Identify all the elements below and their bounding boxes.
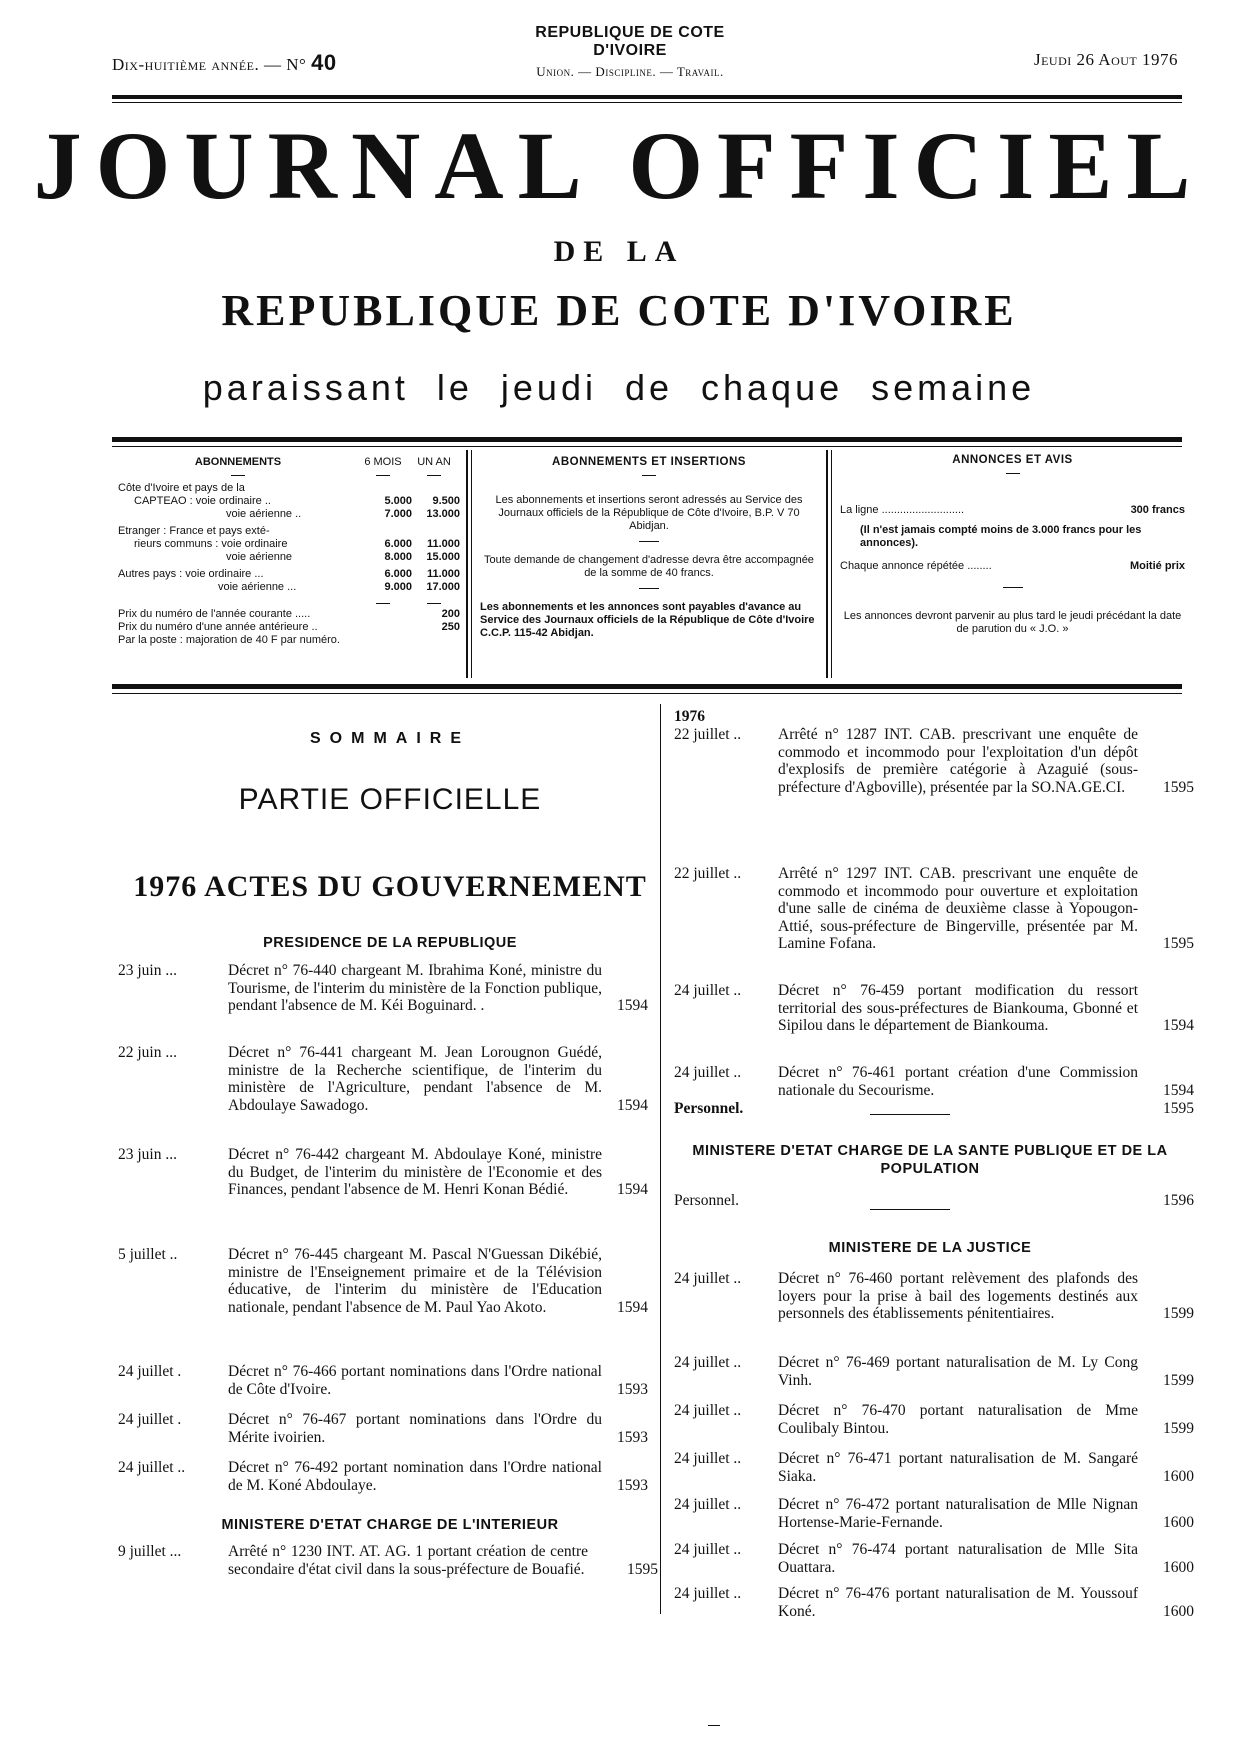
list-item: 22 juillet .. Arrêté n° 1287 INT. CAB. prescrivant une enquête de commodo et incommodo pour l'exploitation d'un dépôt d'explosifs de première catégorie à Azaguié (sous-préfecture d'Agboville), présentée par la SO.NA.GE.CI. 1595: [674, 726, 1194, 796]
subscriptions-heading: ABONNEMENTS: [194, 456, 282, 468]
list-item: 9 juillet ... Arrêté n° 1230 INT. AT. AG. 1 portant création de centre secondaire d'état civil dans la sous-préfecture de Bouafié. 1595: [118, 1543, 658, 1578]
page-end-mark: [708, 1725, 720, 1726]
box-divider-2: [826, 450, 828, 678]
top-rule-thick: [112, 95, 1182, 99]
list-item: 24 juillet .. Décret n° 76-459 portant modification du ressort territorial des sous-préfectures de Biankouma, Gbonné et Sipilou dans le département de Biankouma. 1594: [674, 982, 1194, 1034]
table-row: Prix du numéro d'une année antérieure .. 250: [118, 621, 460, 633]
list-item: 24 juillet .. Décret n° 76-476 portant naturalisation de M. Youssouf Koné. 1600: [674, 1585, 1194, 1620]
list-item: 24 juillet .. Décret n° 76-474 portant naturalisation de Mlle Sita Ouattara. 1600: [674, 1541, 1194, 1576]
personnel-row: Personnel. 1596: [674, 1192, 1194, 1209]
header-motto: Union. — Discipline. — Travail.: [536, 64, 724, 79]
top-rule-thin: [112, 102, 1182, 103]
table-row: voie aérienne ... 9.000 17.000: [218, 581, 460, 593]
box-divider-1b: [471, 450, 472, 678]
issue-number: 40: [311, 50, 337, 75]
boxes-rule-thin: [112, 693, 1182, 694]
masthead-rule-thick: [112, 437, 1182, 442]
list-item: 23 juin ... Décret n° 76-440 chargeant M. Ibrahima Koné, ministre du Tourisme, de l'interim du ministère de la Fonction publique, pendant l'absence de M. Kéi Boguinard. . 1594: [118, 962, 648, 1014]
box-divider-1: [466, 450, 468, 678]
header-country: REPUBLIQUE DE COTE D'IVOIRE: [535, 24, 725, 59]
masthead-title: JOURNAL OFFICIEL: [33, 112, 1205, 219]
insertions-heading: ABONNEMENTS ET INSERTIONS: [552, 456, 746, 468]
section-presidence: PRESIDENCE DE LA REPUBLIQUE: [263, 935, 517, 951]
table-row: rieurs communs : voie ordinaire 6.000 11.000: [134, 538, 460, 550]
table-row: Par la poste : majoration de 40 F par numéro.: [118, 634, 340, 646]
list-item: 24 juillet .. Décret n° 76-470 portant naturalisation de Mme Coulibaly Bintou. 1599: [674, 1402, 1194, 1437]
list-item: 23 juin ... Décret n° 76-442 chargeant M. Abdoulaye Koné, ministre du Budget, de l'interim du ministère de l'Economie et des Finances, pendant l'absence de M. Henri Konan Bédié. 1594: [118, 1146, 648, 1198]
boxes-rule-thick: [112, 684, 1182, 689]
masthead-de-la: DE LA: [553, 235, 685, 268]
col-6mois: 6 MOIS: [364, 456, 402, 468]
divider: [870, 1114, 950, 1115]
issue-year-label: [112, 50, 337, 76]
section-justice: MINISTERE DE LA JUSTICE: [828, 1240, 1032, 1256]
list-item: 24 juillet . Décret n° 76-466 portant nominations dans l'Ordre national de Côte d'Ivoire. 1593: [118, 1363, 648, 1398]
subscriptions-table: [118, 482, 460, 594]
sommaire-title: SOMMAIRE: [310, 730, 470, 747]
issue-date: Jeudi 26 Aout 1976: [1033, 50, 1178, 69]
divider: [870, 1209, 950, 1210]
masthead-tagline: paraissant le jeudi de chaque semaine: [202, 367, 1036, 408]
list-item: 24 juillet . Décret n° 76-467 portant nominations dans l'Ordre du Mérite ivoirien. 1593: [118, 1411, 648, 1446]
list-item: 24 juillet .. Décret n° 76-461 portant création d'une Commission nationale du Secourisme. 1594: [674, 1064, 1194, 1099]
section-interieur: MINISTERE D'ETAT CHARGE DE L'INTERIEUR: [221, 1517, 559, 1533]
list-item: 24 juillet .. Décret n° 76-469 portant naturalisation de M. Ly Cong Vinh. 1599: [674, 1354, 1194, 1389]
insertions-address: Les abonnements et insertions seront adressés au Service des Journaux officiels de la République de Côte d'Ivoire, B.P. V 70 Abidjan.: [495, 494, 803, 532]
masthead-rule-thin: [112, 446, 1182, 447]
header-center: [500, 24, 760, 80]
partie-officielle-heading: PARTIE OFFICIELLE: [238, 783, 542, 816]
personnel-row: Personnel. 1595: [674, 1100, 1194, 1117]
section-sante: MINISTERE D'ETAT CHARGE DE LA SANTE PUBLIQUE ET DE LA POPULATION: [692, 1143, 1168, 1177]
subscriptions-box: [118, 456, 460, 647]
annonces-repetee-row: Chaque annonce répétée ........ Moitié prix: [840, 560, 1185, 572]
annonces-box: [840, 454, 1185, 636]
table-row: voie aérienne 8.000 15.000: [226, 551, 460, 563]
list-item: 22 juillet .. Arrêté n° 1297 INT. CAB. prescrivant une enquête de commodo et incommodo pour ouverture et exploitation d'une salle de cinéma de deuxième classe à Yopougon-Attié, sous-préfecture de Bingerville, présentée par M. Lamine Fofana. 1595: [674, 865, 1194, 952]
annonces-deadline: Les annonces devront parvenir au plus tard le jeudi précédant la date de parution du « J.O. »: [843, 610, 1182, 635]
list-item: 24 juillet .. Décret n° 76-471 portant naturalisation de M. Sangaré Siaka. 1600: [674, 1450, 1194, 1485]
price-table: [118, 608, 460, 647]
column-divider: [660, 704, 661, 1614]
table-row: CAPTEAO : voie ordinaire .. 5.000 9.500: [134, 495, 460, 507]
actes-heading: 1976 ACTES DU GOUVERNEMENT: [133, 870, 647, 903]
issue-label: Dix-huitième année. — N°: [112, 55, 307, 74]
insertions-change-address: Toute demande de changement d'adresse devra être accompagnée de la somme de 40 francs.: [484, 554, 814, 579]
table-row: Côte d'Ivoire et pays de la: [118, 482, 245, 494]
masthead-country: REPUBLIQUE DE COTE D'IVOIRE: [221, 286, 1017, 335]
box-divider-2b: [831, 450, 832, 678]
annonces-heading: ANNONCES ET AVIS: [952, 454, 1073, 466]
list-item: 24 juillet .. Décret n° 76-472 portant naturalisation de Mlle Nignan Hortense-Marie-Fernande. 1600: [674, 1496, 1194, 1531]
annonces-ligne-row: La ligne ........................... 300 francs: [840, 504, 1185, 516]
insertions-payment: Les abonnements et les annonces sont payables d'avance au Service des Journaux officiels de la République de Côte d'Ivoire C.C.P. 115-42 Abidjan.: [480, 601, 815, 639]
table-row: Etranger : France et pays exté-: [118, 525, 270, 537]
list-item: 24 juillet .. Décret n° 76-460 portant relèvement des plafonds des loyers pour la prise à bail des logements destinés aux personnels des établissements pénitentiaires. 1599: [674, 1270, 1194, 1322]
annonces-note: (Il n'est jamais compté moins de 3.000 francs pour les annonces).: [860, 524, 1142, 549]
list-item: 24 juillet .. Décret n° 76-492 portant nomination dans l'Ordre national de M. Koné Abdoulaye. 1593: [118, 1459, 648, 1494]
table-row: Autres pays : voie ordinaire ... 6.000 11.000: [118, 568, 460, 580]
insertions-box: [480, 456, 818, 640]
list-item: 22 juin ... Décret n° 76-441 chargeant M. Jean Lorougnon Guédé, ministre de la Recherche scientifique, de l'interim du ministère de l'Agriculture, pendant l'absence de M. Abdoulaye Sawadogo. 1594: [118, 1044, 648, 1114]
table-row: voie aérienne .. 7.000 13.000: [226, 508, 460, 520]
table-row: Prix du numéro de l'année courante ..... 200: [118, 608, 460, 620]
list-item: 5 juillet .. Décret n° 76-445 chargeant M. Pascal N'Guessan Dikébié, ministre de l'Enseignement primaire et de la Télévision éducative, de l'interim du ministère de l'Education nationale, pendant l'absence de M. Paul Yao Akoto. 1594: [118, 1246, 648, 1316]
col-an: UN AN: [417, 456, 451, 468]
right-year: 1976: [674, 708, 705, 725]
